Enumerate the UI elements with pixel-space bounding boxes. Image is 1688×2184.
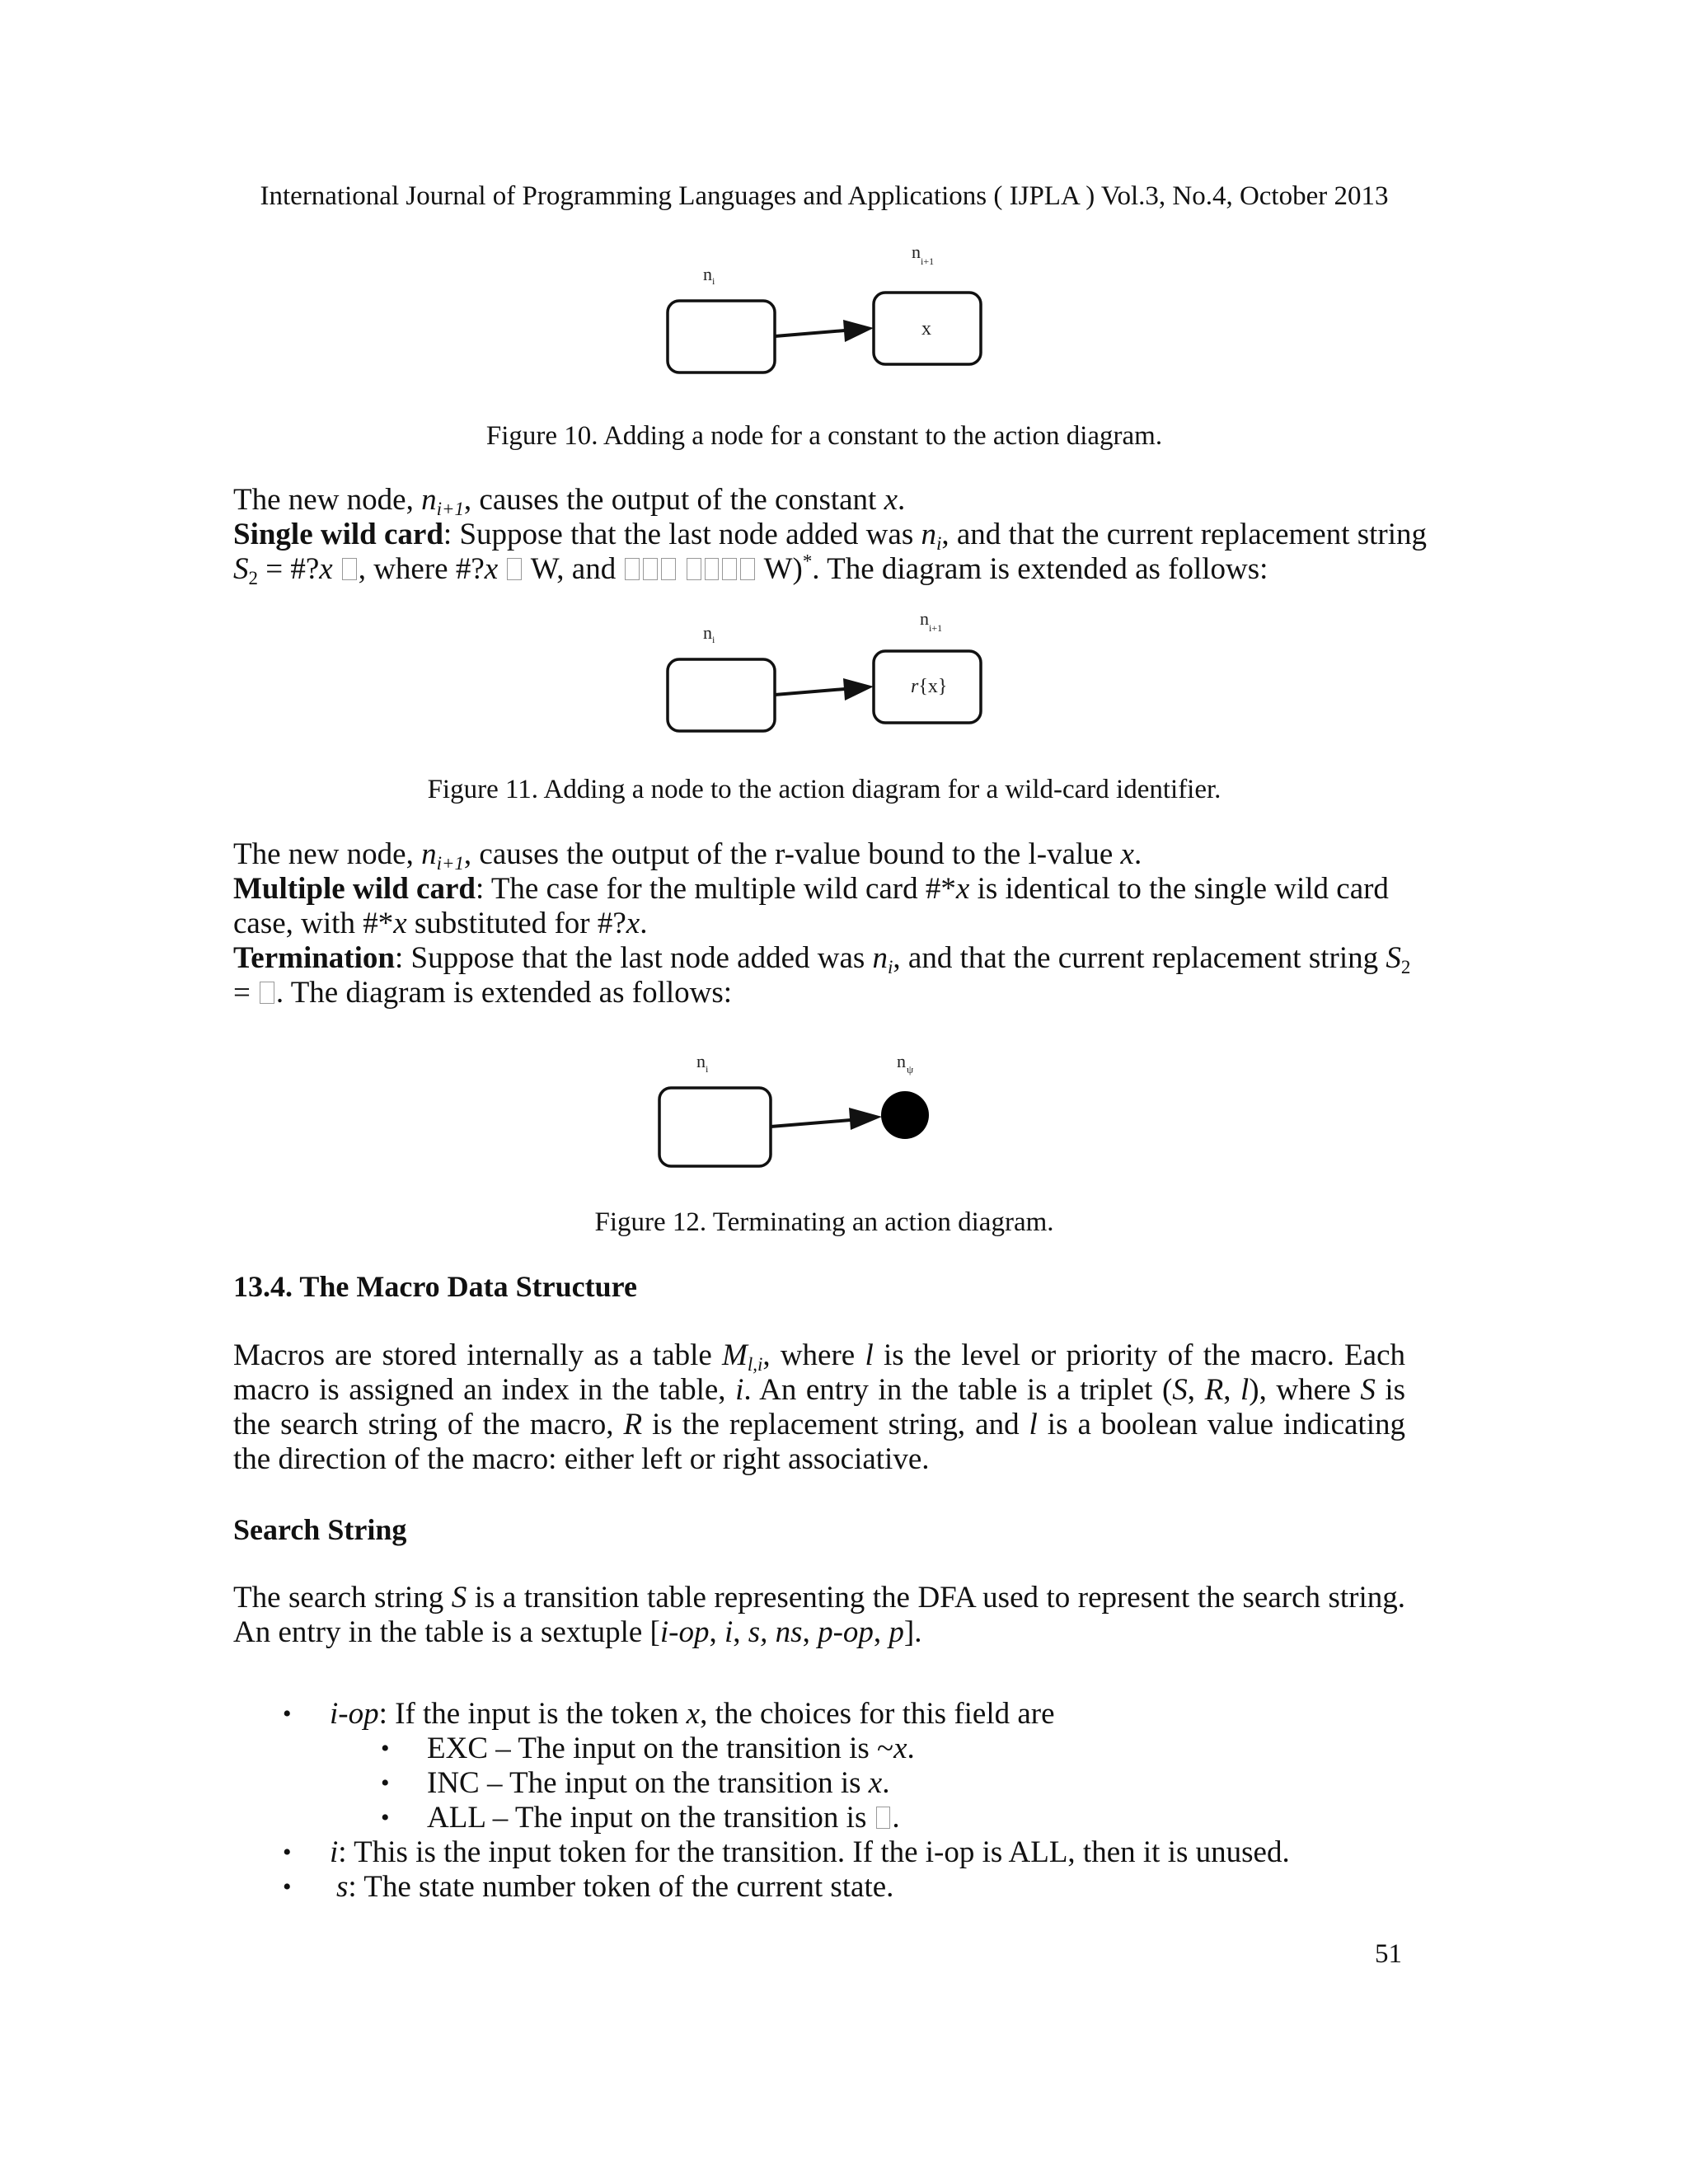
fig10-arrowhead: [843, 320, 874, 342]
missing-glyph: [342, 558, 357, 580]
paragraph-new-node-rvalue: The new node, $n_{i+1}$, causes the output of the r-value bound to the l-value x.: [233, 837, 1142, 874]
bullet-dot: •: [283, 1839, 292, 1866]
fig11-left-node-label: n: [703, 622, 712, 643]
fig11-edge: [775, 689, 845, 695]
fig11-left-node-sub: i: [712, 634, 715, 645]
fig12-edge: [771, 1120, 851, 1127]
fig12-left-node-sub: i: [706, 1063, 709, 1075]
fig11-right-node-content: r{x}: [911, 676, 948, 697]
fig10-edge: [775, 330, 845, 336]
fig10-right-node-content: x: [921, 318, 931, 340]
paragraph-single-wild-card: Single wild card: Suppose that the last node added was $n_i$, and that the current replacement string: [233, 518, 1428, 554]
running-header: International Journal of Programming Languages and Applications ( IJPLA ) Vol.3, No.4, October 2013: [260, 181, 1389, 211]
missing-glyph: [507, 558, 522, 580]
term-single-wild-card: Single wild card: [233, 518, 443, 551]
bullet-dot: •: [381, 1804, 390, 1831]
figure-11-diagram: [643, 602, 1022, 750]
paragraph-macro-table: Macros are stored internally as a table $M_{l,i}$, where l is the level or priority of the macro. Each macro is assigned an index in the table, i. An entry in the table is a triplet (S, R, l), where S is the search string of the macro, R is the replacement string, and l is a boolean value indicating the direction of the macro: either left or right associative.: [233, 1338, 1406, 1476]
term-termination: Termination: [233, 941, 395, 975]
paragraph-new-node-constant: The new node, $n_{i+1}$, causes the output of the constant x.: [233, 483, 906, 519]
paragraph-multiple-wild-card-line2: case, with #*x substituted for #?x.: [233, 907, 648, 940]
fig11-right-node-label: n: [920, 608, 929, 629]
list-item-i: i: This is the input token for the transition. If the i-op is ALL, then it is unused.: [330, 1835, 1290, 1869]
list-item-s: s: The state number token of the current state.: [336, 1870, 894, 1904]
page-number: 51: [1375, 1939, 1402, 1969]
fig12-right-node-sub: ψ: [907, 1063, 914, 1076]
missing-glyph: [260, 982, 274, 1004]
fig12-left-node-label: n: [696, 1051, 706, 1071]
section-heading: 13.4. The Macro Data Structure: [233, 1270, 637, 1303]
fig10-left-node-label: n: [703, 264, 712, 284]
fig12-left-node: [659, 1088, 771, 1166]
paragraph-termination-line2: = . The diagram is extended as follows:: [233, 976, 733, 1010]
fig10-right-node-sub: i+1: [921, 255, 935, 267]
fig12-arrowhead: [849, 1108, 882, 1130]
figure-10-diagram: [643, 239, 1022, 387]
bullet-dot: •: [283, 1700, 292, 1727]
bullet-dot: •: [381, 1769, 390, 1797]
fig11-right-node-sub: i+1: [929, 622, 943, 634]
fig12-terminal-node: [881, 1091, 929, 1139]
fig11-left-node: [668, 659, 775, 731]
list-item-exc: EXC – The input on the transition is ~x.: [427, 1732, 915, 1765]
fig12-right-node-label: n: [897, 1051, 906, 1071]
figure-11-caption: Figure 11. Adding a node to the action diagram for a wild-card identifier.: [427, 775, 1221, 804]
list-item-inc: INC – The input on the transition is x.: [427, 1766, 890, 1800]
fig11-arrowhead: [843, 678, 874, 701]
subheading-search-string: Search String: [233, 1513, 407, 1546]
bullet-dot: •: [283, 1873, 292, 1900]
paragraph-search-string: The search string S is a transition table representing the DFA used to represent the search string. An entry in the table is a sextuple [i-op, i, s, ns, p-op, p].: [233, 1581, 1405, 1649]
term-multiple-wild-card: Multiple wild card: [233, 872, 476, 906]
fig10-left-node: [668, 301, 775, 373]
figure-12-diagram: [635, 1034, 964, 1183]
bullet-dot: •: [381, 1735, 390, 1762]
figure-10-caption: Figure 10. Adding a node for a constant to the action diagram.: [485, 421, 1163, 451]
fig10-left-node-sub: i: [712, 275, 715, 287]
paragraph-single-wild-card-line2: $S_2$ = #?x , where #?x W, and W)*. The diagram is extended as follows:: [233, 551, 1268, 588]
missing-glyph: [876, 1807, 891, 1829]
paragraph-termination: Termination: Suppose that the last node added was $n_i$, and that the current replacement string $S_2$: [233, 941, 1411, 977]
list-item-all: ALL – The input on the transition is .: [427, 1801, 900, 1835]
fig10-right-node-label: n: [912, 241, 921, 262]
paragraph-multiple-wild-card: Multiple wild card: The case for the multiple wild card #*x is identical to the single wild card: [233, 872, 1389, 906]
figure-12-caption: Figure 12. Terminating an action diagram.: [594, 1207, 1054, 1237]
list-item-i-op: i-op: If the input is the token x, the choices for this field are: [330, 1697, 1055, 1731]
